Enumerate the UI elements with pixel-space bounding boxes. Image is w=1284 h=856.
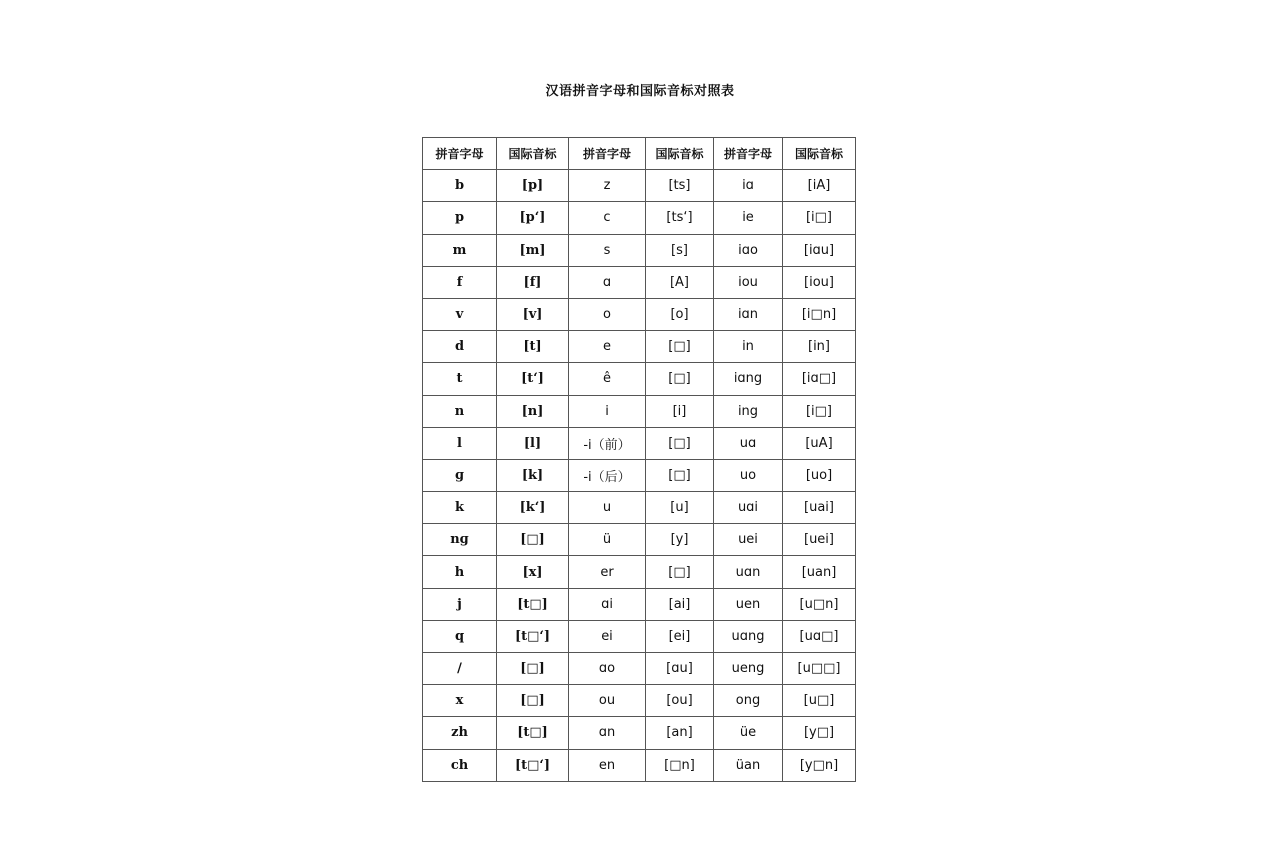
pinyin-cell: iɑng [714,363,783,395]
table-row [423,556,856,588]
pinyin-cell: o [569,298,646,330]
ipa-cell: [□] [646,459,714,491]
pinyin-cell: i [569,395,646,427]
ipa-cell: [iA] [783,170,856,202]
ipa-cell: [ts] [646,170,714,202]
pinyin-cell: h [423,556,497,588]
pinyin-cell: nɡ [423,524,497,556]
ipa-cell: [ɑu] [646,653,714,685]
pinyin-cell: ong [714,685,783,717]
ipa-cell: [u□□] [783,653,856,685]
ipa-cell: [y□] [783,717,856,749]
pinyin-cell: zh [423,717,497,749]
ipa-cell: [y] [646,524,714,556]
table-row [423,685,856,717]
ipa-cell: [i□] [783,395,856,427]
pinyin-cell: u [569,492,646,524]
header-pinyin-2: 拼音字母 [569,138,646,170]
ipa-cell: [□] [646,427,714,459]
table-row [423,170,856,202]
pinyin-cell: ing [714,395,783,427]
ipa-cell: [t‘] [497,363,569,395]
pinyin-cell: e [569,331,646,363]
ipa-cell: [iɑu] [783,234,856,266]
ipa-cell: [ts‘] [646,202,714,234]
ipa-cell: [o] [646,298,714,330]
pinyin-cell: x [423,685,497,717]
pinyin-cell: uɑ [714,427,783,459]
pinyin-cell: l [423,427,497,459]
pinyin-cell: üan [714,749,783,781]
ipa-cell: [u□] [783,685,856,717]
ipa-cell: [f] [497,266,569,298]
pinyin-cell: q [423,620,497,652]
table-row [423,524,856,556]
ipa-cell: [l] [497,427,569,459]
ipa-cell: [t] [497,331,569,363]
pinyin-cell: -i（前） [569,427,646,459]
ipa-cell: [uai] [783,492,856,524]
pinyin-cell: s [569,234,646,266]
table-row [423,331,856,363]
ipa-cell: [m] [497,234,569,266]
ipa-cell: [v] [497,298,569,330]
pinyin-cell: c [569,202,646,234]
table-row [423,492,856,524]
pinyin-cell: ɡ [423,459,497,491]
pinyin-cell: ueng [714,653,783,685]
ipa-cell: [A] [646,266,714,298]
pinyin-cell: ê [569,363,646,395]
ipa-cell: [uei] [783,524,856,556]
pinyin-cell: m [423,234,497,266]
ipa-cell: [an] [646,717,714,749]
pinyin-cell: ɑn [569,717,646,749]
pinyin-cell: ɑo [569,653,646,685]
ipa-cell: [u□n] [783,588,856,620]
pinyin-cell: üe [714,717,783,749]
table-row [423,266,856,298]
pinyin-cell: ch [423,749,497,781]
table-row [423,588,856,620]
table-body [423,170,856,782]
pinyin-cell: en [569,749,646,781]
pinyin-cell: ei [569,620,646,652]
pinyin-cell: iɑ [714,170,783,202]
pinyin-cell: uɑi [714,492,783,524]
ipa-cell: [uA] [783,427,856,459]
table-header-row [423,138,856,170]
header-ipa-3: 国际音标 [783,138,856,170]
pinyin-cell: ie [714,202,783,234]
ipa-cell: [in] [783,331,856,363]
ipa-cell: [□] [497,685,569,717]
pinyin-cell: ü [569,524,646,556]
pinyin-cell: iou [714,266,783,298]
pinyin-cell: iɑn [714,298,783,330]
ipa-cell: [p‘] [497,202,569,234]
pinyin-cell: t [423,363,497,395]
ipa-cell: [ei] [646,620,714,652]
ipa-cell: [t□] [497,588,569,620]
ipa-cell: [□] [646,363,714,395]
table-row [423,202,856,234]
ipa-cell: [t□] [497,717,569,749]
pinyin-cell: ɑ [569,266,646,298]
ipa-cell: [y□n] [783,749,856,781]
ipa-cell: [□] [497,653,569,685]
ipa-cell: [□] [646,556,714,588]
ipa-cell: [t□‘] [497,749,569,781]
ipa-cell: [□n] [646,749,714,781]
ipa-cell: [iɑ□] [783,363,856,395]
header-ipa-1: 国际音标 [497,138,569,170]
ipa-cell: [□] [646,331,714,363]
pinyin-cell: ou [569,685,646,717]
ipa-cell: [uɑ□] [783,620,856,652]
pinyin-cell: uɑng [714,620,783,652]
pinyin-cell: ɑi [569,588,646,620]
pinyin-ipa-table [422,137,856,782]
table-row [423,427,856,459]
pinyin-cell: n [423,395,497,427]
header-ipa-2: 国际音标 [646,138,714,170]
pinyin-cell: uɑn [714,556,783,588]
pinyin-cell: d [423,331,497,363]
pinyin-cell: z [569,170,646,202]
ipa-cell: [i□] [783,202,856,234]
pinyin-cell: iɑo [714,234,783,266]
header-pinyin-3: 拼音字母 [714,138,783,170]
ipa-cell: [k‘] [497,492,569,524]
ipa-cell: [p] [497,170,569,202]
ipa-cell: [□] [497,524,569,556]
ipa-cell: [t□‘] [497,620,569,652]
pinyin-cell: k [423,492,497,524]
pinyin-cell: b [423,170,497,202]
ipa-cell: [ou] [646,685,714,717]
header-pinyin-1: 拼音字母 [423,138,497,170]
table-row [423,395,856,427]
ipa-cell: [s] [646,234,714,266]
pinyin-cell: p [423,202,497,234]
table-row [423,363,856,395]
pinyin-cell: in [714,331,783,363]
ipa-cell: [iou] [783,266,856,298]
table-row [423,620,856,652]
pinyin-cell: uo [714,459,783,491]
pinyin-cell: uen [714,588,783,620]
ipa-cell: [u] [646,492,714,524]
pinyin-cell: er [569,556,646,588]
page-title: 汉语拼音字母和国际音标对照表 [545,84,735,99]
table-row [423,459,856,491]
table-row [423,298,856,330]
ipa-cell: [n] [497,395,569,427]
ipa-cell: [uan] [783,556,856,588]
ipa-cell: [uo] [783,459,856,491]
pinyin-cell: f [423,266,497,298]
table-row [423,234,856,266]
ipa-cell: [ai] [646,588,714,620]
pinyin-cell: j [423,588,497,620]
table-row [423,717,856,749]
pinyin-cell: / [423,653,497,685]
table-row [423,749,856,781]
ipa-cell: [i□n] [783,298,856,330]
ipa-cell: [i] [646,395,714,427]
pinyin-cell: v [423,298,497,330]
ipa-cell: [k] [497,459,569,491]
pinyin-cell: uei [714,524,783,556]
table-row [423,653,856,685]
pinyin-cell: -i（后） [569,459,646,491]
ipa-cell: [x] [497,556,569,588]
